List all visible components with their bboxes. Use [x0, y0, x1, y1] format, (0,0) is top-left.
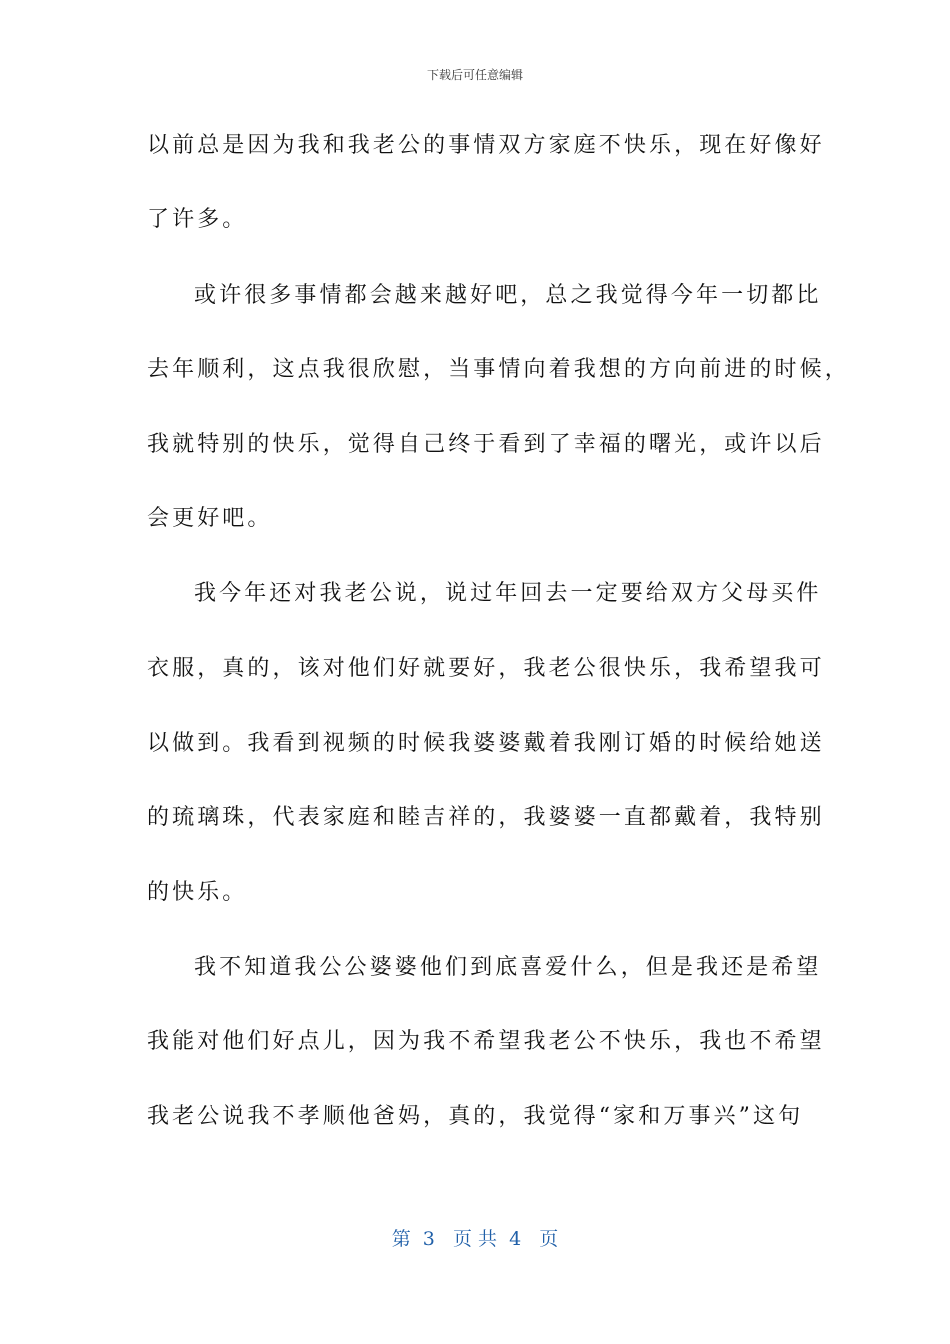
page-number-footer: 第 3 页 共 4 页 — [391, 1228, 559, 1250]
paragraph-line: 了许多。 — [147, 207, 248, 232]
paragraph-line: 或许很多事情都会越来越好吧，总之我觉得今年一切都比 — [194, 283, 822, 308]
paragraph-line: 我今年还对我老公说，说过年回去一定要给双方父母买件 — [194, 581, 822, 606]
paragraph-line: 衣服，真的，该对他们好就要好，我老公很快乐，我希望我可 — [147, 656, 825, 681]
paragraph-line: 我能对他们好点儿，因为我不希望我老公不快乐，我也不希望 — [147, 1029, 825, 1054]
paragraph-line: 去年顺利，这点我很欣慰，当事情向着我想的方向前进的时候， — [147, 357, 850, 382]
paragraph-line: 我不知道我公公婆婆他们到底喜爱什么，但是我还是希望 — [194, 955, 822, 980]
paragraph-line: 我就特别的快乐，觉得自己终于看到了幸福的曙光，或许以后 — [147, 432, 825, 457]
paragraph-line: 以做到。我看到视频的时候我婆婆戴着我刚订婚的时候给她送 — [147, 731, 825, 756]
paragraph-line: 的琉璃珠，代表家庭和睦吉祥的，我婆婆一直都戴着，我特别 — [147, 805, 825, 830]
paragraph-line: 的快乐。 — [147, 880, 248, 905]
paragraph-line: 会更好吧。 — [147, 506, 273, 531]
page-header-note: 下载后可任意编辑 — [426, 68, 523, 82]
paragraph-line: 以前总是因为我和我老公的事情双方家庭不快乐，现在好像好 — [147, 133, 825, 158]
paragraph-line: 我老公说我不孝顺他爸妈，真的，我觉得“家和万事兴”这句 — [147, 1104, 804, 1129]
